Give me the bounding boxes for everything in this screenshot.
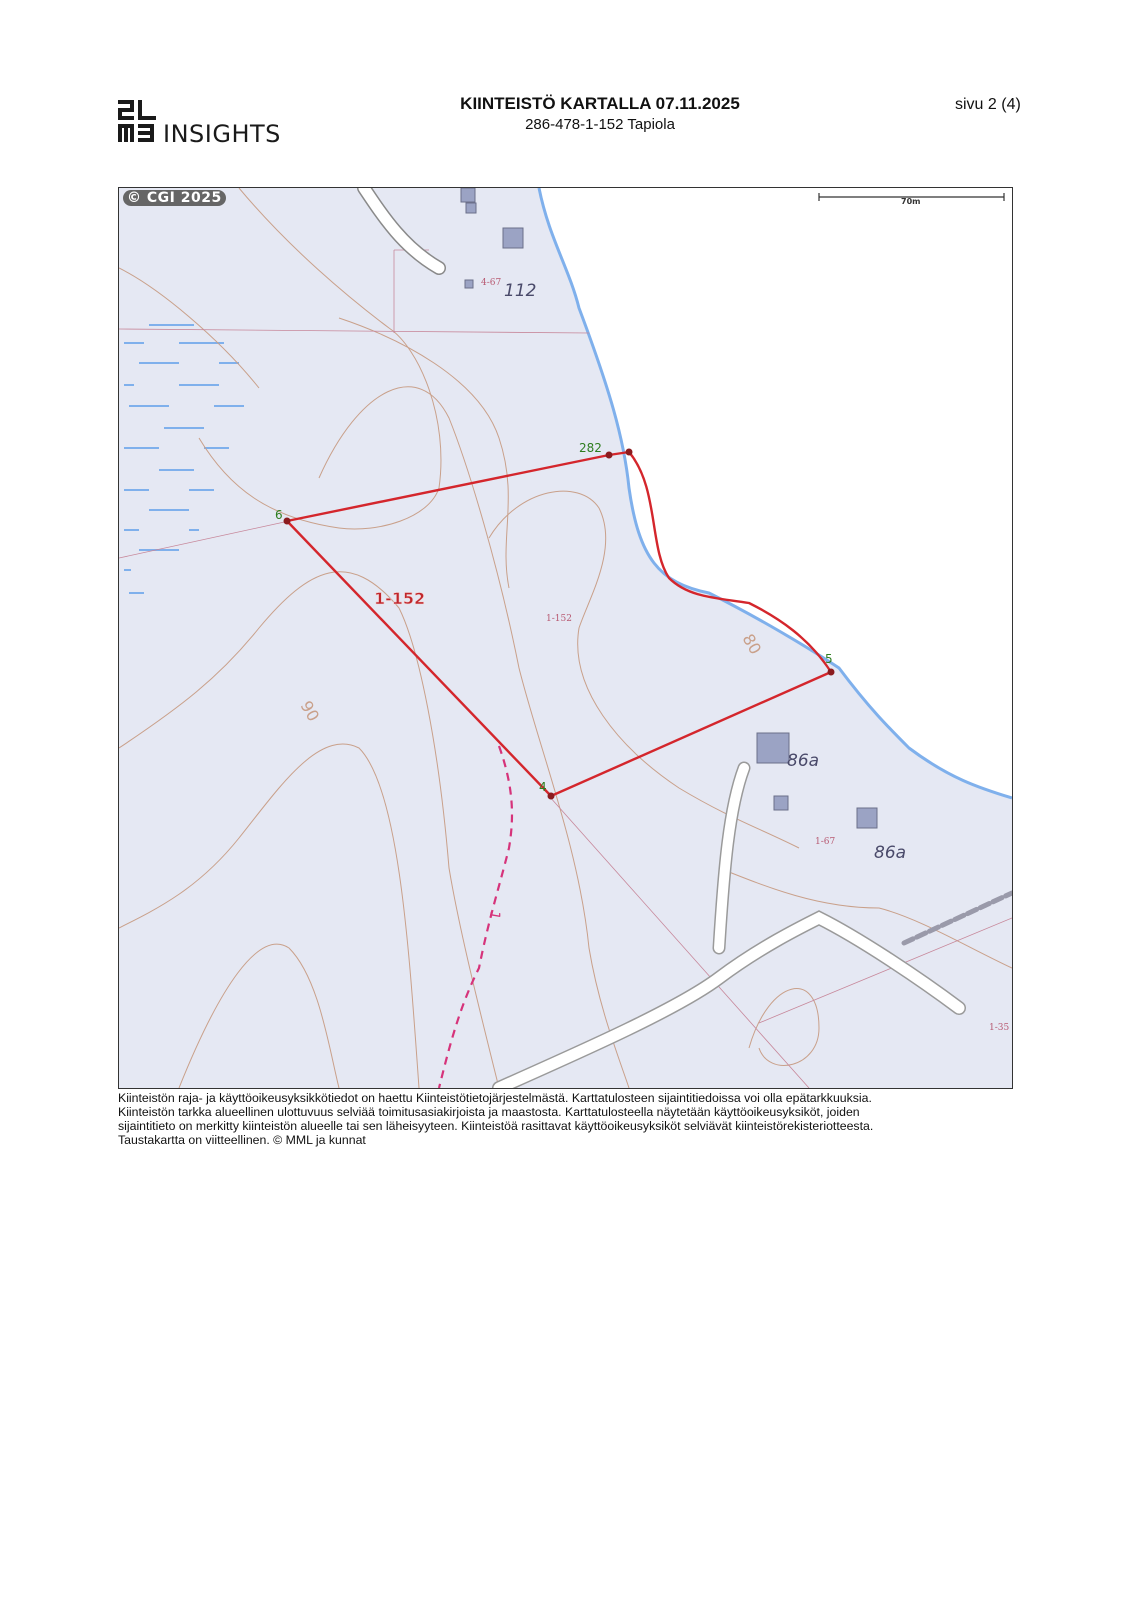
map-canvas bbox=[119, 188, 1012, 1088]
property-map bbox=[118, 187, 1013, 1089]
property-id-small: 1-152 bbox=[546, 614, 572, 624]
easement-label: 1 bbox=[485, 909, 503, 921]
disclaimer-line: Kiinteistön tarkka alueellinen ulottuvuus selviää toimitusasiakirjoista ja maastosta. Karttatulosteella näytetään käyttöoikeusyksiköt, joiden bbox=[118, 1105, 860, 1119]
alma-insights-logo bbox=[118, 100, 318, 150]
page-number: sivu 2 (4) bbox=[955, 96, 1021, 113]
disclaimer bbox=[118, 1091, 1018, 1147]
page-header bbox=[400, 94, 800, 133]
neighbor-label: 1-35 bbox=[989, 1023, 1010, 1033]
page-title: KIINTEISTÖ KARTALLA 07.11.2025 bbox=[460, 94, 740, 113]
logo-text: INSIGHTS bbox=[163, 120, 281, 148]
neighbor-label: 4-67 bbox=[481, 278, 502, 288]
contour-label: 90 bbox=[296, 697, 324, 725]
point-label: 282 bbox=[579, 441, 602, 455]
property-id-label: 1-152 bbox=[374, 589, 426, 608]
house-number: 86a bbox=[874, 843, 907, 863]
water-area bbox=[539, 188, 1012, 798]
map-copyright: © CGI 2025 bbox=[123, 190, 226, 206]
point-label: 6 bbox=[275, 508, 283, 522]
page-subtitle: 286-478-1-152 Tapiola bbox=[525, 116, 675, 133]
neighbor-label: 1-67 bbox=[815, 837, 836, 847]
house-number: 112 bbox=[504, 281, 537, 301]
disclaimer-line: Kiinteistön raja- ja käyttöoikeusyksikkötiedot on haettu Kiinteistötietojärjestelmästä. Karttatulosteen sijaintitiedoissa voi olla epätarkkuuksia. bbox=[118, 1091, 872, 1105]
house-number: 86a bbox=[787, 751, 820, 771]
point-label: 4 bbox=[539, 780, 547, 794]
contour-label: 80 bbox=[738, 630, 766, 658]
point-label: 5 bbox=[825, 652, 833, 666]
disclaimer-line: Taustakartta on viitteellinen. © MML ja kunnat bbox=[118, 1133, 366, 1147]
alma-logo-icon bbox=[118, 100, 162, 144]
disclaimer-line: sijaintitieto on merkitty kiinteistön alueelle tai sen läheisyyteen. Kiinteistöä rasittavat käyttöoikeusyksiköt selviävät kiinteistörekisteriotteesta. bbox=[118, 1119, 874, 1133]
scale-label: 70m bbox=[901, 197, 921, 206]
